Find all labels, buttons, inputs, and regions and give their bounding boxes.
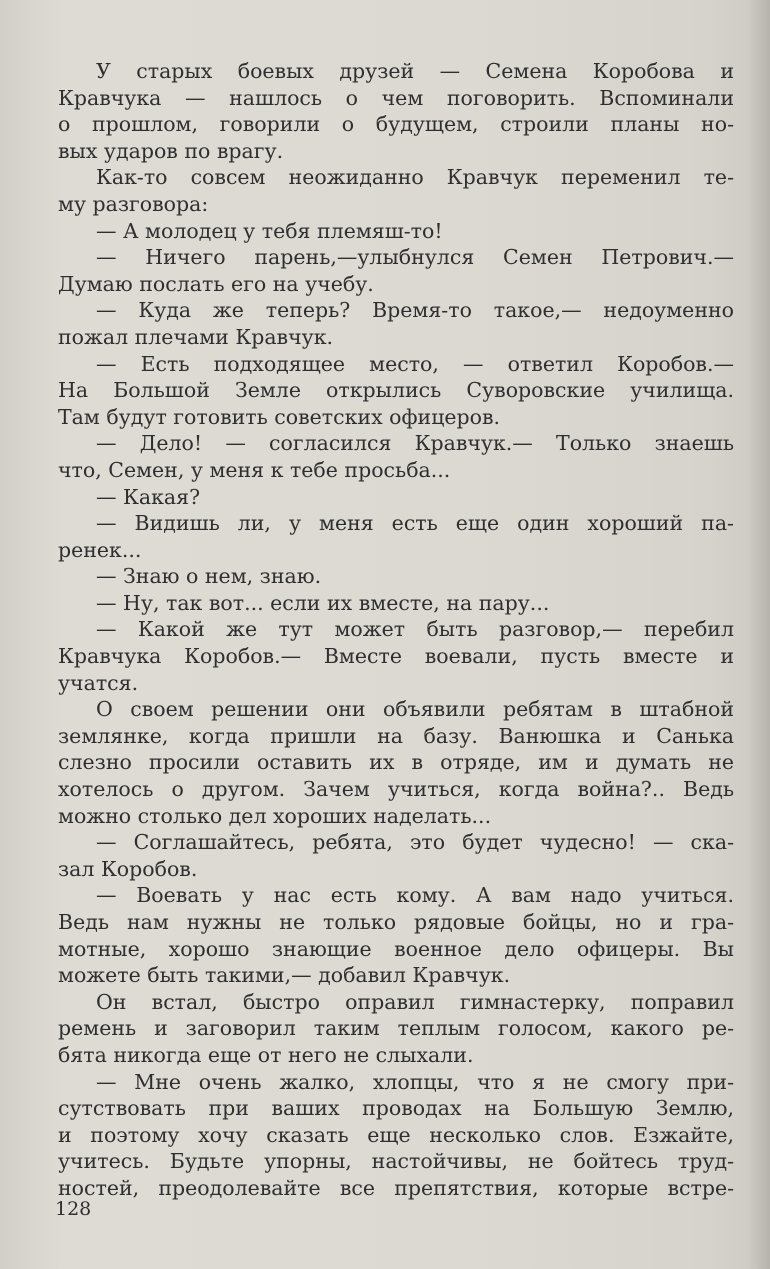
text-line: учитесь. Будьте упорны, настойчивы, не бойтесь труд- [58,1149,734,1174]
text-line: сутствовать при ваших проводах на Большую Землю, [58,1096,734,1121]
text-line: — Куда же теперь? Время-то такое,— недоуменно [96,298,734,323]
text-line: — Какая? [96,484,201,509]
text-line: Ведь нам нужны не только рядовые бойцы, но и гра- [58,910,734,934]
text-line: — Воевать у нас есть кому. А вам надо учиться. [96,883,734,908]
text-line: ренек... [58,537,142,562]
text-line: можно столько дел хороших наделать... [58,803,492,828]
text-line: Там будут готовить советских офицеров. [58,404,501,429]
text-line: Как-то совсем неожиданно Кравчук переменил те- [96,165,734,190]
text-line: — Мне очень жалко, хлопцы, что я не смогу при- [96,1069,734,1094]
text-line: слезно просили оставить их в отряде, им и думать не [58,750,734,775]
text-line: ностей, преодолевайте все препятствия, которые встре- [58,1175,734,1200]
text-line: — Какой же тут может быть разговор,— перебил [96,617,734,642]
text-line: пожал плечами Кравчук. [58,324,334,349]
text-line: хотелось о другом. Зачем учиться, когда война?.. Ведь [58,777,734,802]
text-line: — Соглашайтесь, ребята, это будет чудесно! — ска- [96,830,734,855]
text-line: вых ударов по врагу. [58,138,284,163]
text-line: — Дело! — согласился Кравчук.— Только знаешь [96,431,734,456]
text-line: — Есть подходящее место, — ответил Коробов.— [96,351,734,376]
text-line: мотные, хорошо знающие военное дело офицеры. Вы [58,936,734,961]
text-line: что, Семен, у меня к тебе просьба... [58,457,451,482]
text-line: — А молодец у тебя племяш-то! [96,218,443,243]
text-line: Кравчука Коробов.— Вместе воевали, пусть вместе и [58,644,734,669]
text-line: землянке, когда пришли на базу. Ванюшка и Санька [58,723,734,748]
text-line: бята никогда еще от него не слыхали. [58,1042,474,1067]
page-number: 128 [55,1198,92,1220]
text-line: Кравчука — нашлось о чем поговорить. Вспоминали [58,85,734,110]
text-line: учатся. [58,670,139,695]
text-line: У старых боевых друзей — Семена Коробова и [96,59,734,83]
text-line: Он встал, быстро оправил гимнастерку, поправил [96,989,734,1014]
text-line: можете быть такими,— добавил Кравчук. [58,963,511,988]
text-line: — Знаю о нем, знаю. [96,564,322,589]
text-line: — Ну, так вот... если их вместе, на пару... [96,590,550,615]
body-text [58,58,734,1202]
text-line: о прошлом, говорили о будущем, строили планы но- [58,112,734,137]
text-line: ремень и заговорил таким теплым голосом, какого ре- [58,1016,734,1041]
text-line: На Большой Земле открылись Суворовские училища. [58,378,734,403]
text-line: О своем решении они объявили ребятам в штабной [96,697,734,722]
text-line: и поэтому хочу сказать еще несколько слов. Езжайте, [58,1122,734,1147]
text-line: Думаю послать его на учебу. [58,271,374,296]
text-line: — Ничего парень,—улыбнулся Семен Петрович.— [96,245,734,270]
text-line: зал Коробов. [58,856,198,881]
text-line: — Видишь ли, у меня есть еще один хороший па- [96,511,734,536]
text-line: му разговора: [58,191,209,216]
